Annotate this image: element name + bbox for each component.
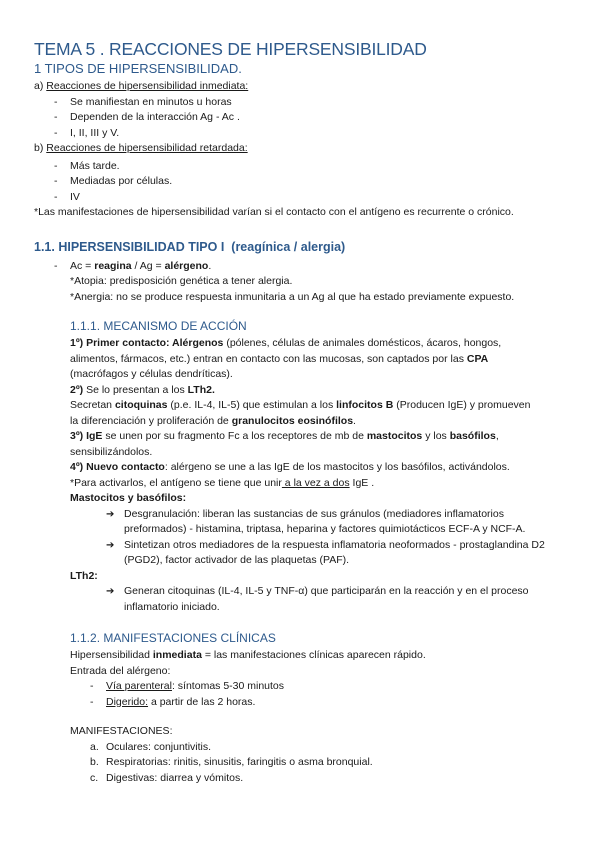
manifestations-body: [70, 648, 566, 679]
routes-list: [34, 679, 566, 710]
list-item: - Se manifiestan en minutos u horas: [54, 95, 566, 111]
list-item: b. Respiratorias: rinitis, sinusitis, faringitis o asma bronquial.: [90, 756, 373, 768]
manifestations-heading: MANIFESTACIONES:: [70, 725, 173, 737]
immediate-list: [34, 95, 566, 142]
step-1-line-3: (macrófagos y células dendríticas).: [70, 368, 233, 380]
section-1-1-list: [34, 259, 566, 275]
immediate-label: a) Reacciones de hipersensibilidad inmediata:: [34, 80, 249, 92]
list-item: - I, II, III y V.: [54, 126, 566, 142]
activation-note: *Para activarlos, el antígeno se tiene que unir a la vez a dos IgE .: [70, 476, 375, 489]
list-item: c. Digestivas: diarrea y vómitos.: [90, 771, 244, 784]
list-item: - Digerido: a partir de las 2 horas.: [90, 695, 566, 711]
section-1-1-2-heading: 1.1.2. MANIFESTACIONES CLÍNICAS: [70, 631, 276, 645]
mechanism-body: [70, 336, 566, 507]
list-item: - Ac = reagina / Ag = alérgeno.: [54, 259, 566, 275]
list-item: - Dependen de la interacción Ag - Ac .: [54, 110, 566, 126]
list-item: - IV: [54, 190, 566, 206]
step-4-line: 4º) Nuevo contacto: alérgeno se une a las IgE de los mastocitos y los basófilos, activándolos.: [70, 461, 510, 473]
step-1-line-1: 1º) Primer contacto: Alérgenos (pólenes, células de animales domésticos, ácaros, hongos,: [70, 337, 502, 349]
list-item: a. Oculares: conjuntivitis.: [90, 740, 212, 753]
immediate-line: Hipersensibilidad inmediata = las manifestaciones clínicas aparecen rápido.: [70, 649, 426, 661]
arrow-list-item: ➔ Sintetizan otros mediadores de la respuesta inflamatoria neoformados - prostaglandina D2 (PGD2), factor activador de las plaquetas (PAF).: [106, 538, 566, 569]
section-1-1-heading: 1.1. HIPERSENSIBILIDAD TIPO I (reagínica / alergia): [34, 239, 346, 254]
arrow-list-item: ➔ Desgranulación: liberan las sustancias de sus gránulos (mediadores inflamatorios preformados) - histamina, triptasa, heparina y factores quimiotácticos ECF-A y NCF-A.: [106, 507, 566, 538]
section-1-1-1-heading: 1.1.1. MECANISMO DE ACCIÓN: [70, 319, 247, 333]
section-1-heading: 1 TIPOS DE HIPERSENSIBILIDAD.: [34, 61, 242, 76]
list-item: - Más tarde.: [54, 159, 566, 175]
arrow-list-item: ➔ Generan citoquinas (IL-4, IL-5 y TNF-α) que participarán en la reacción y en el proceso inflamatorio iniciado.: [106, 584, 566, 615]
list-item: - Mediadas por células.: [54, 174, 566, 190]
step-2-line-3: la diferenciación y proliferación de granulocitos eosinófilos.: [70, 414, 356, 427]
step-1-line-2: alimentos, fármacos, etc.) entran en contacto con las mucosas, son captados por las CPA: [70, 352, 489, 365]
atopia-note: *Atopia: predisposición genética a tener alergia.: [70, 275, 293, 287]
step-3-line-1: 3º) IgE se unen por su fragmento Fc a los receptores de mb de mastocitos y los basófilos,: [70, 430, 499, 442]
manifestations-list: [34, 740, 566, 787]
mastocitos-list: [34, 507, 566, 569]
entry-label: Entrada del alérgeno:: [70, 664, 171, 677]
lth2-heading: LTh2:: [70, 569, 98, 582]
section-1-note: *Las manifestaciones de hipersensibilidad varían si el contacto con el antígeno es recurrente o crónico.: [34, 206, 514, 218]
document-title: TEMA 5 . REACCIONES DE HIPERSENSIBILIDAD: [34, 39, 427, 59]
anergia-note: *Anergia: no se produce respuesta inmunitaria a un Ag al que ha estado previamente expuesto.: [70, 290, 515, 303]
lth2-list: [34, 584, 566, 615]
step-2-line-2: Secretan citoquinas (p.e. IL-4, IL-5) que estimulan a los linfocitos B (Producen IgE) y promueven: [70, 399, 531, 411]
step-3-line-2: sensibilizándolos.: [70, 445, 153, 458]
list-item: - Vía parenteral: síntomas 5-30 minutos: [90, 679, 566, 695]
step-2-line-1: 2º) Se lo presentan a los LTh2.: [70, 383, 215, 396]
delayed-label: b) Reacciones de hipersensibilidad retardada:: [34, 142, 248, 154]
mastocitos-heading: Mastocitos y basófilos:: [70, 492, 187, 504]
delayed-list: [34, 159, 566, 206]
